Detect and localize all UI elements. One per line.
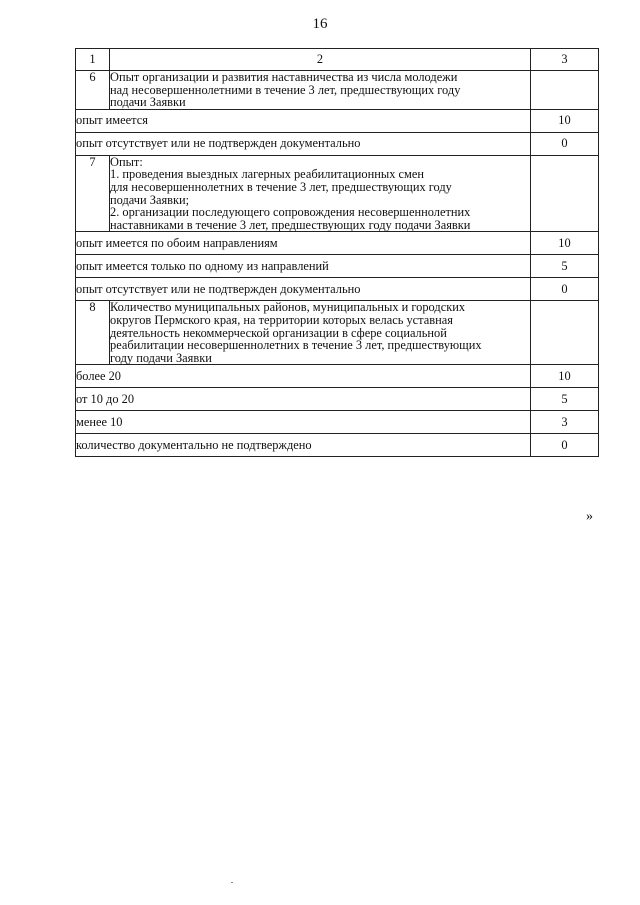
option-row (76, 388, 599, 411)
option-row (76, 434, 599, 457)
option-score: 10 (531, 365, 599, 388)
description-line: для несовершеннолетних в течение 3 лет, предшествующих году (110, 179, 452, 194)
criterion-number: 6 (76, 71, 110, 110)
option-score: 0 (531, 434, 599, 457)
description-line: 1. проведения выездных лагерных реабилитационных смен (110, 167, 424, 182)
description-line: подачи Заявки; (110, 192, 190, 207)
column-header-3: 3 (531, 49, 599, 71)
criterion-description (110, 301, 531, 365)
description-line: Опыт: (110, 154, 143, 169)
criterion-row-8 (76, 301, 599, 365)
option-score: 0 (531, 132, 599, 155)
option-score: 5 (531, 255, 599, 278)
option-score: 3 (531, 411, 599, 434)
criteria-table (75, 48, 599, 457)
option-row (76, 109, 599, 132)
column-header-2: 2 (110, 49, 531, 71)
description-line: Опыт организации и развития наставничества из числа молодежи (110, 70, 458, 84)
option-score: 10 (531, 232, 599, 255)
option-label: опыт отсутствует или не подтвержден документально (76, 278, 531, 301)
table-header-row (76, 49, 599, 71)
criterion-row-6 (76, 71, 599, 110)
option-label: менее 10 (76, 411, 531, 434)
option-row (76, 232, 599, 255)
option-label: количество документально не подтверждено (76, 434, 531, 457)
option-label: опыт имеется по обоим направлениям (76, 232, 531, 255)
column-header-1: 1 (76, 49, 110, 71)
description-line: году подачи Заявки (110, 350, 212, 365)
option-label: более 20 (76, 365, 531, 388)
option-row (76, 132, 599, 155)
description-line: 2. организации последующего сопровождения несовершеннолетних (110, 205, 471, 220)
criterion-score-cell (531, 301, 599, 365)
criterion-row-7 (76, 155, 599, 232)
criterion-description (110, 71, 531, 110)
option-label: от 10 до 20 (76, 388, 531, 411)
description-line: подачи Заявки (110, 95, 186, 110)
option-row (76, 365, 599, 388)
option-score: 5 (531, 388, 599, 411)
option-label: опыт отсутствует или не подтвержден документально (76, 132, 531, 155)
option-row (76, 278, 599, 301)
criterion-score-cell (531, 155, 599, 232)
description-line: над несовершеннолетними в течение 3 лет, предшествующих году (110, 82, 461, 97)
criterion-number: 8 (76, 301, 110, 365)
closing-quote-mark: » (586, 509, 593, 524)
option-row (76, 411, 599, 434)
criterion-score-cell (531, 71, 599, 110)
option-score: 0 (531, 278, 599, 301)
option-score: 10 (531, 109, 599, 132)
description-line: деятельность некоммерческой организации в сфере социальной (110, 325, 447, 340)
description-line: наставниками в течение 3 лет, предшествующих году подачи Заявки (110, 217, 471, 232)
option-label: опыт имеется (76, 109, 531, 132)
option-label: опыт имеется только по одному из направлений (76, 255, 531, 278)
criterion-number: 7 (76, 155, 110, 232)
description-line: округов Пермского края, на территории которых велась уставная (110, 312, 453, 327)
page-number: 16 (312, 16, 328, 32)
criterion-description (110, 155, 531, 232)
description-line: реабилитации несовершеннолетних в течение 3 лет, предшествующих (110, 338, 482, 353)
description-line: Количество муниципальных районов, муниципальных и городских (110, 300, 466, 315)
scan-speck (231, 882, 233, 883)
option-row (76, 255, 599, 278)
